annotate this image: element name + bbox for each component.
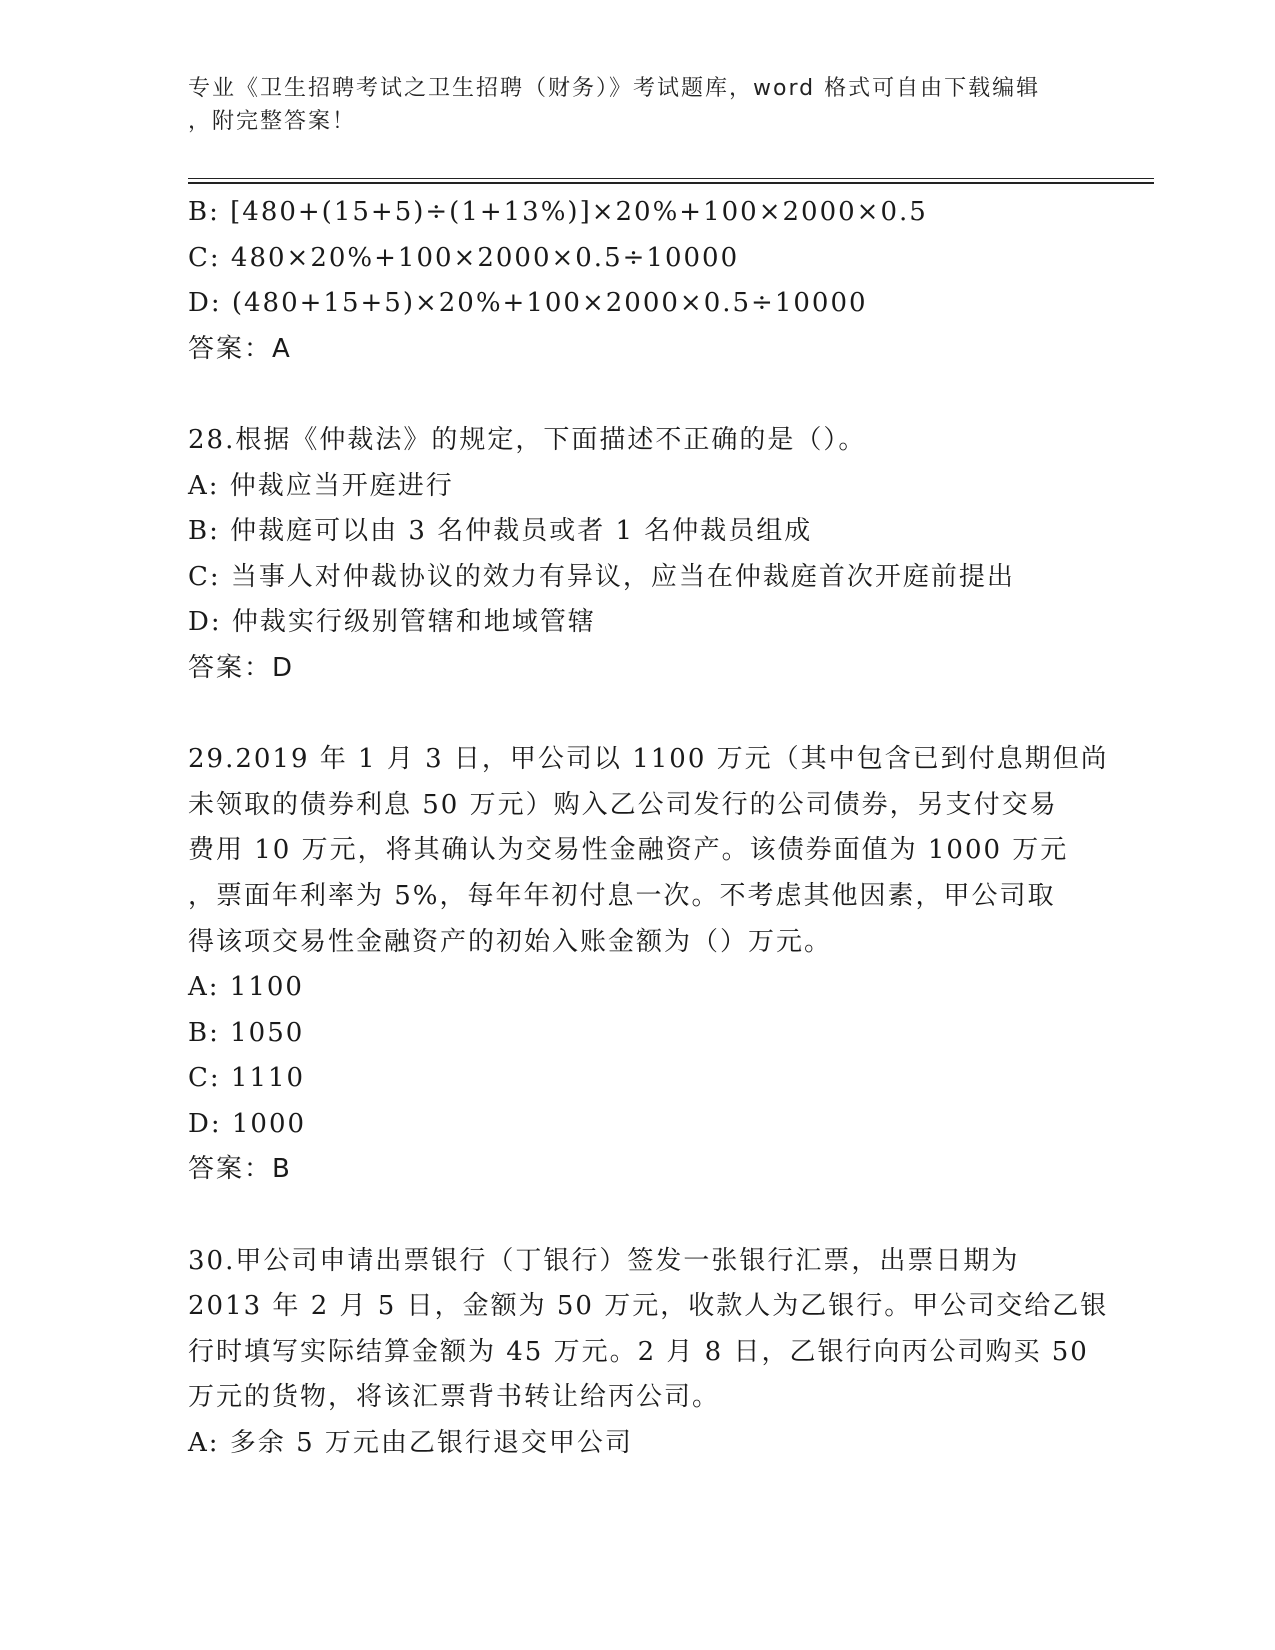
q29-answer: 答案：B xyxy=(188,1154,292,1185)
q28-option-d: D: 仲裁实行级别管辖和地域管辖 xyxy=(188,607,596,638)
q29-question-line: 得该项交易性金融资产的初始入账金额为（）万元。 xyxy=(188,926,833,957)
q27-option-b: B: [480+(15+5)÷(1+13%)]×20%+100×2000×0.5 xyxy=(188,197,928,227)
q29-option-c: C: 1110 xyxy=(188,1063,306,1094)
q30-question-line: 万元的货物，将该汇票背书转让给丙公司。 xyxy=(188,1382,721,1413)
q30-question-line: 30.甲公司申请出票银行（丁银行）签发一张银行汇票，出票日期为 xyxy=(188,1245,1020,1276)
question-content xyxy=(188,190,1109,1467)
q28-question: 28.根据《仲裁法》的规定，下面描述不正确的是（）。 xyxy=(188,424,867,455)
q27-answer: 答案：A xyxy=(188,333,292,364)
q29-question-line: 未领取的债券利息 50 万元）购入乙公司发行的公司债券，另支付交易 xyxy=(188,789,1058,820)
spacer xyxy=(188,692,1088,738)
q28-option-c: C: 当事人对仲裁协议的效力有异议，应当在仲裁庭首次开庭前提出 xyxy=(188,561,1015,592)
spacer xyxy=(188,372,1088,418)
question-30-block xyxy=(188,1239,1109,1467)
q30-question-line: 2013 年 2 月 5 日，金额为 50 万元，收款人为乙银行。甲公司交给乙银 xyxy=(188,1291,1109,1322)
question-27-block xyxy=(188,190,1088,372)
q29-question-line: ，票面年利率为 5%，每年年初付息一次。不考虑其他因素，甲公司取 xyxy=(188,880,1056,911)
q29-question-line: 29.2019 年 1 月 3 日，甲公司以 1100 万元（其中包含已到付息期但尚 xyxy=(188,744,1109,775)
q29-question-line: 费用 10 万元，将其确认为交易性金融资产。该债券面值为 1000 万元 xyxy=(188,835,1069,866)
spacer xyxy=(188,1193,1088,1239)
header-divider-thick xyxy=(188,182,1154,184)
question-29-block xyxy=(188,737,1109,1193)
header-line-2: ，附完整答案！ xyxy=(188,109,357,134)
q30-question-line: 行时填写实际结算金额为 45 万元。2 月 8 日，乙银行向丙公司购买 50 xyxy=(188,1336,1089,1367)
q28-option-a: A: 仲裁应当开庭进行 xyxy=(188,470,454,501)
q28-answer: 答案：D xyxy=(188,652,295,683)
question-28-block xyxy=(188,418,1088,692)
q30-option-a: A: 多余 5 万元由乙银行退交甲公司 xyxy=(188,1428,633,1459)
q27-option-c: C: 480×20%+100×2000×0.5÷10000 xyxy=(188,242,740,273)
q29-option-d: D: 1000 xyxy=(188,1108,307,1139)
header-line-1: 专业《卫生招聘考试之卫生招聘（财务）》考试题库，word 格式可自由下载编辑 xyxy=(188,76,1041,101)
q28-option-b: B: 仲裁庭可以由 3 名仲裁员或者 1 名仲裁员组成 xyxy=(188,516,813,547)
q29-option-b: B: 1050 xyxy=(188,1017,305,1048)
header-divider-thin xyxy=(188,178,1154,179)
q27-option-d: D: (480+15+5)×20%+100×2000×0.5÷10000 xyxy=(188,288,868,319)
q29-option-a: A: 1100 xyxy=(188,972,304,1003)
page-header xyxy=(188,72,1068,138)
